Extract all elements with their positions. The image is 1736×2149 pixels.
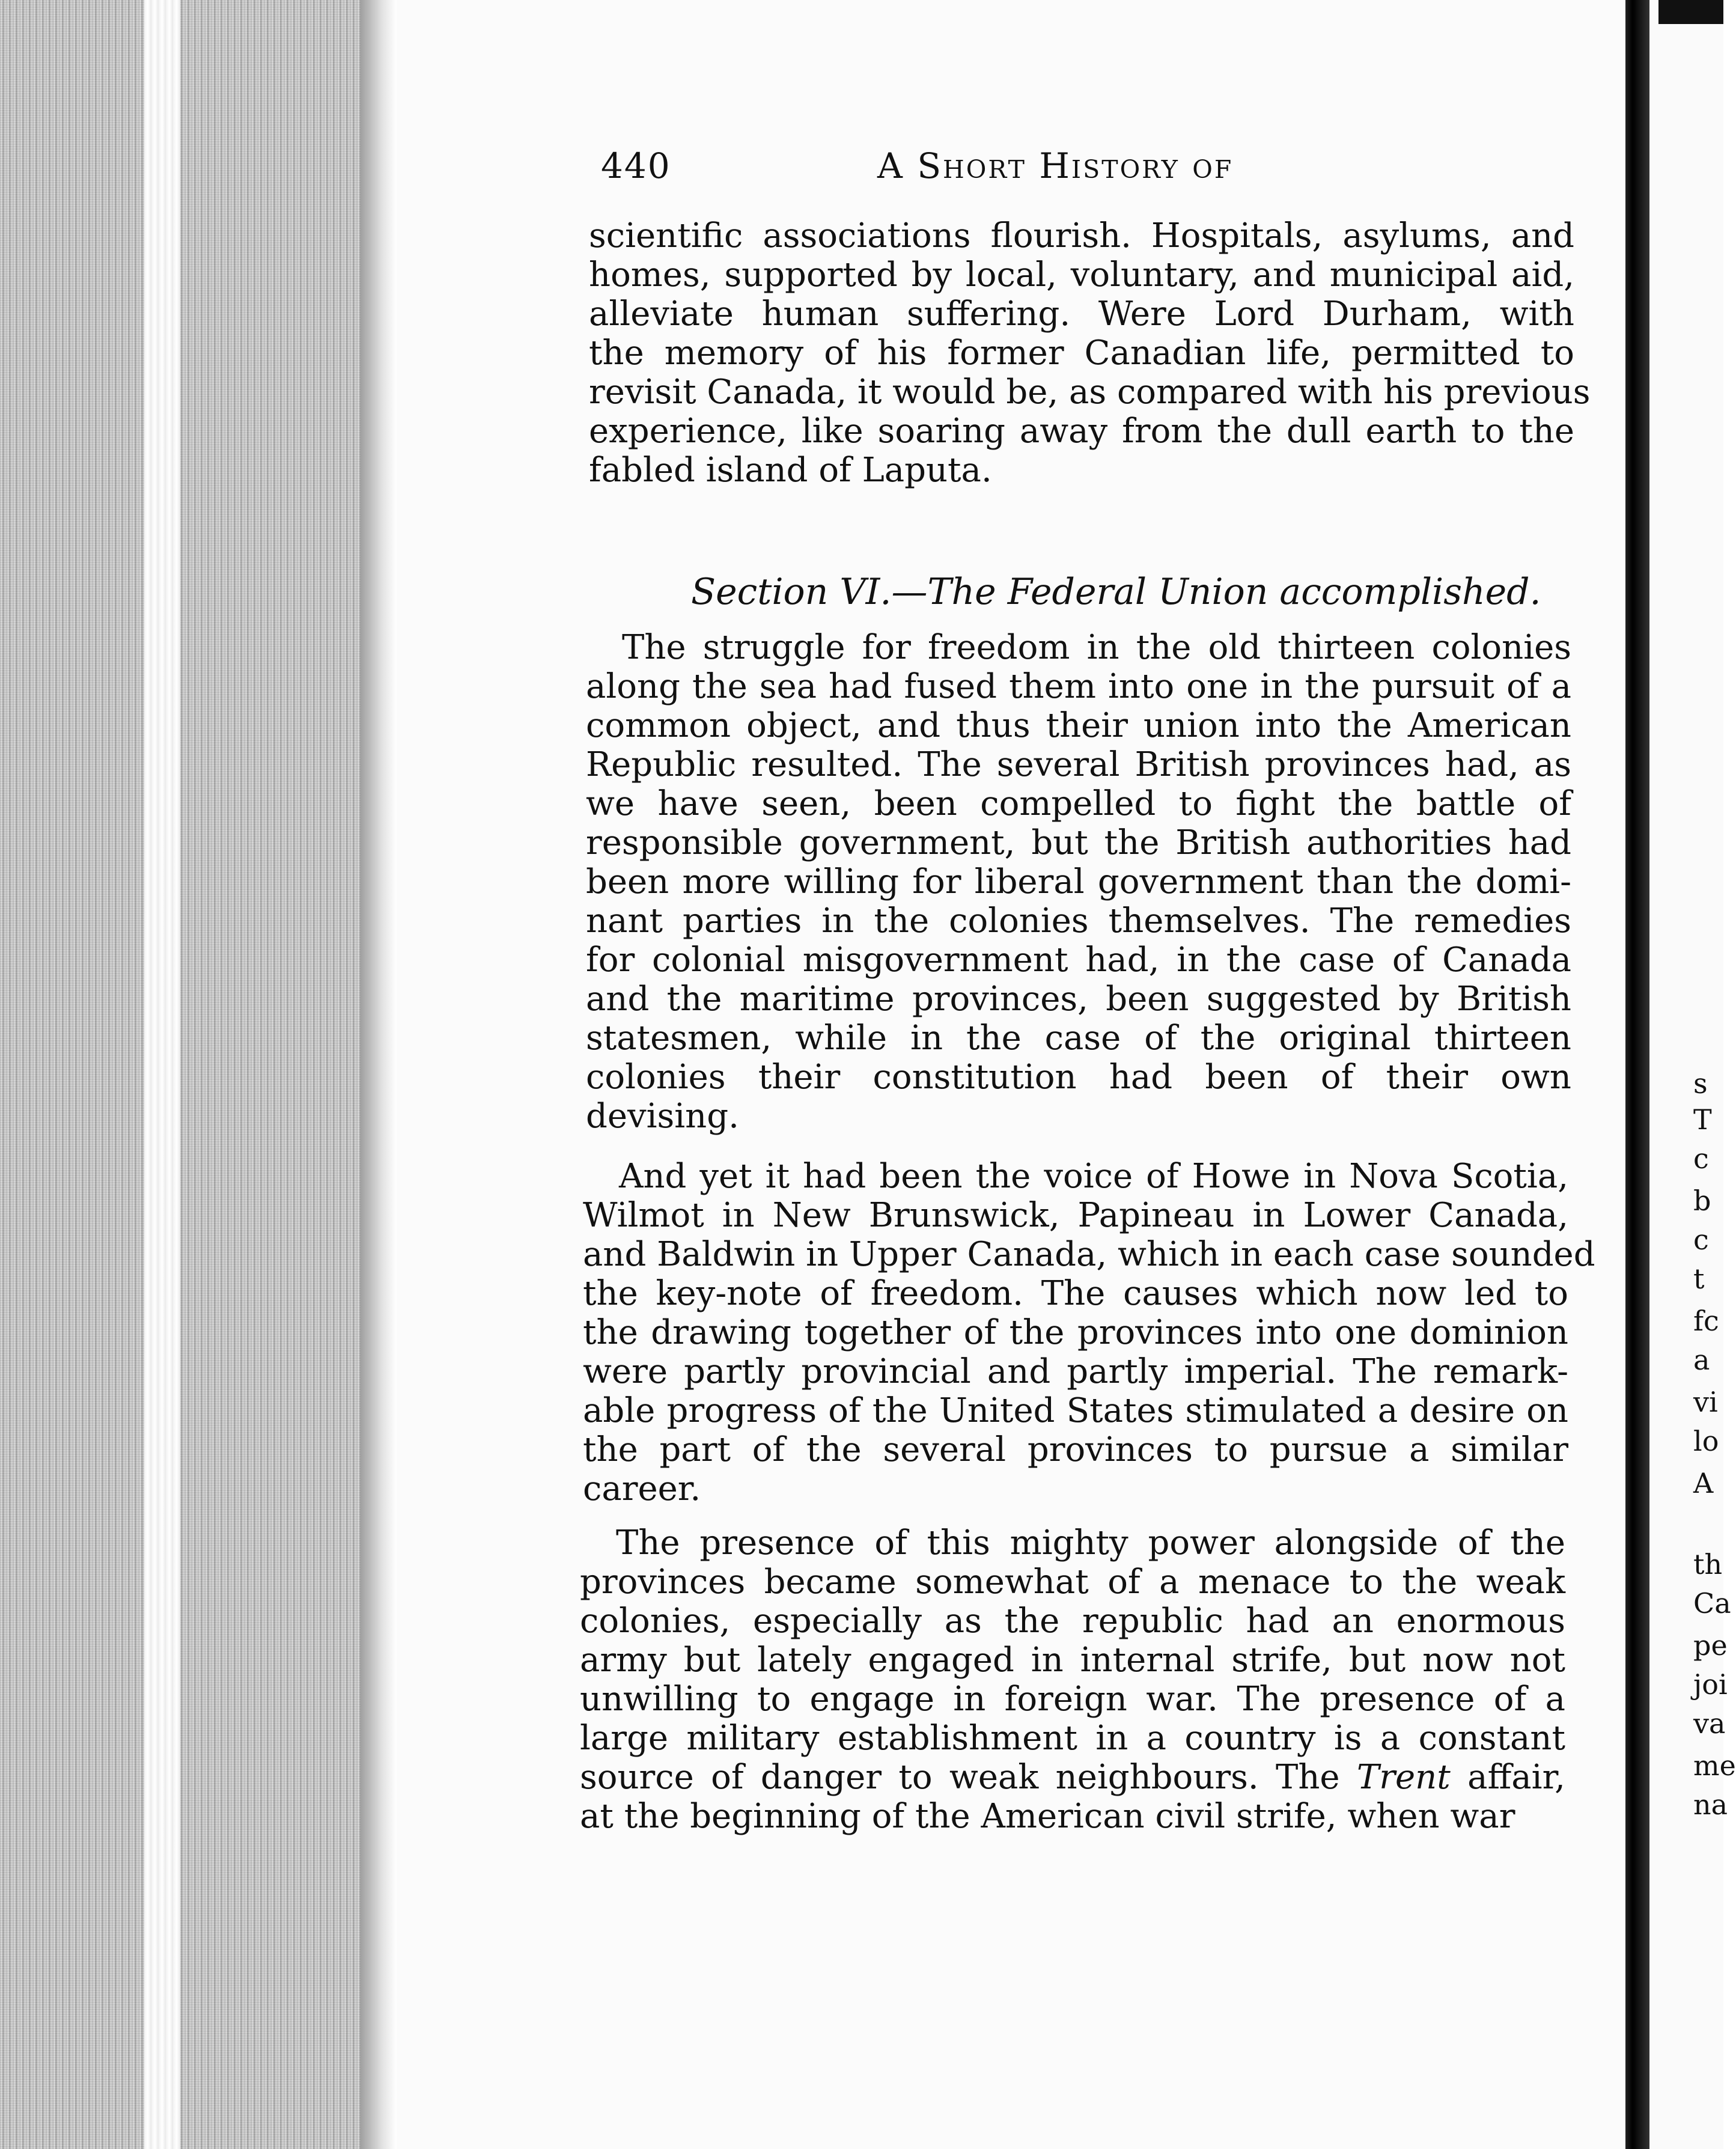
text-line: statesmen, while in the case of the original thirteen (586, 1019, 1571, 1058)
text-line: provinces became somewhat of a menace to the weak (580, 1562, 1565, 1602)
facing-page-fragment: c (1693, 1142, 1709, 1175)
text-line: scientific associations flourish. Hospitals, asylums, and (589, 216, 1574, 255)
section-heading: Section VI.—The Federal Union accomplished. (691, 571, 1541, 613)
text-line: nant parties in the colonies themselves. The remedies (586, 901, 1571, 940)
facing-page-fragment: na (1693, 1788, 1728, 1821)
text-line: were partly provincial and partly imperial. The remark- (583, 1352, 1568, 1391)
facing-page-fragment: fc (1693, 1305, 1719, 1337)
text-line: the key-note of freedom. The causes which now led to (583, 1274, 1568, 1313)
text-line: unwilling to engage in foreign war. The presence of a (580, 1680, 1565, 1719)
book-spine-shadow (1625, 0, 1649, 2149)
italic-term: Trent (1356, 1758, 1451, 1797)
facing-page-fragment: s (1693, 1067, 1708, 1100)
facing-page-fragment: c (1693, 1224, 1709, 1256)
text-line (580, 1758, 1565, 1797)
page-edge-highlight (144, 0, 180, 2149)
text-line: the part of the several provinces to pursue a similar (583, 1430, 1568, 1469)
text-line: alleviate human suffering. Were Lord Durham, with (589, 294, 1574, 334)
text-line: along the sea had fused them into one in the pursuit of a (586, 667, 1571, 706)
text-line: for colonial misgovernment had, in the case of Canada (586, 940, 1571, 980)
text-line: responsible government, but the British authorities had (586, 823, 1571, 862)
running-head (601, 145, 1322, 194)
facing-page-fragment: th (1693, 1548, 1723, 1581)
text-line: fabled island of Laputa. (589, 451, 992, 490)
text-line: at the beginning of the American civil strife, when war (580, 1797, 1515, 1836)
facing-page-fragment: lo (1693, 1425, 1719, 1457)
text-segment: source of danger to weak neighbours. The (580, 1758, 1340, 1797)
facing-page-fragment: b (1693, 1184, 1711, 1217)
text-line: and the maritime provinces, been suggested by British (586, 980, 1571, 1019)
text-line: devising. (586, 1097, 739, 1136)
text-line: homes, supported by local, voluntary, and municipal aid, (589, 255, 1574, 294)
facing-page-fragment: a (1693, 1344, 1710, 1376)
gutter-shadow (361, 0, 397, 2149)
text-segment: affair, (1467, 1758, 1565, 1797)
facing-page-fragment: pe (1693, 1629, 1728, 1662)
paragraph-3 (583, 1157, 1595, 1508)
text-line: the memory of his former Canadian life, permitted to (589, 334, 1574, 373)
running-title: A Short History of (877, 145, 1234, 186)
text-line: Republic resulted. The several British provinces had, as (586, 745, 1571, 784)
paragraph-1 (589, 216, 1591, 490)
facing-page-fragment: va (1693, 1707, 1726, 1740)
text-line: Wilmot in New Brunswick, Papineau in Lower Canada, (583, 1196, 1568, 1235)
facing-page-fragment: A (1693, 1467, 1714, 1499)
text-line: revisit Canada, it would be, as compared with his previous (589, 373, 1591, 412)
text-line: colonies, especially as the republic had an enormous (580, 1602, 1565, 1641)
facing-page-fragment: vi (1693, 1386, 1718, 1418)
facing-page-fragment: t (1693, 1263, 1705, 1295)
facing-page-fragment: Ca (1693, 1587, 1731, 1620)
text-line: the drawing together of the provinces into one dominion (583, 1313, 1568, 1352)
facing-page (1649, 0, 1726, 2149)
paragraph-2 (586, 628, 1571, 1136)
text-line: The presence of this mighty power alongside of the (616, 1523, 1565, 1562)
text-line: large military establishment in a country is a constant (580, 1719, 1565, 1758)
text-line: and Baldwin in Upper Canada, which in each case sounded (583, 1235, 1595, 1274)
text-line: experience, like soaring away from the dull earth to the (589, 412, 1574, 451)
text-line: career. (583, 1469, 701, 1508)
left-page-edges (0, 0, 397, 2149)
text-line: common object, and thus their union into the American (586, 706, 1571, 745)
text-line: colonies their constitution had been of their own (586, 1058, 1571, 1097)
text-line: able progress of the United States stimulated a desire on (583, 1391, 1568, 1430)
facing-page-fragment: T (1693, 1103, 1712, 1136)
page-number: 440 (601, 145, 671, 186)
facing-page-fragment: me (1693, 1749, 1736, 1782)
text-line: And yet it had been the voice of Howe in Nova Scotia, (619, 1157, 1568, 1196)
facing-page-top-edge (1658, 0, 1723, 24)
text-line: The struggle for freedom in the old thirteen colonies (622, 628, 1571, 667)
facing-page-fragment: joi (1693, 1668, 1728, 1701)
text-line: been more willing for liberal government than the domi- (586, 862, 1571, 901)
text-line: army but lately engaged in internal strife, but now not (580, 1641, 1565, 1680)
text-line: we have seen, been compelled to fight the battle of (586, 784, 1571, 823)
paragraph-4 (580, 1523, 1565, 1836)
